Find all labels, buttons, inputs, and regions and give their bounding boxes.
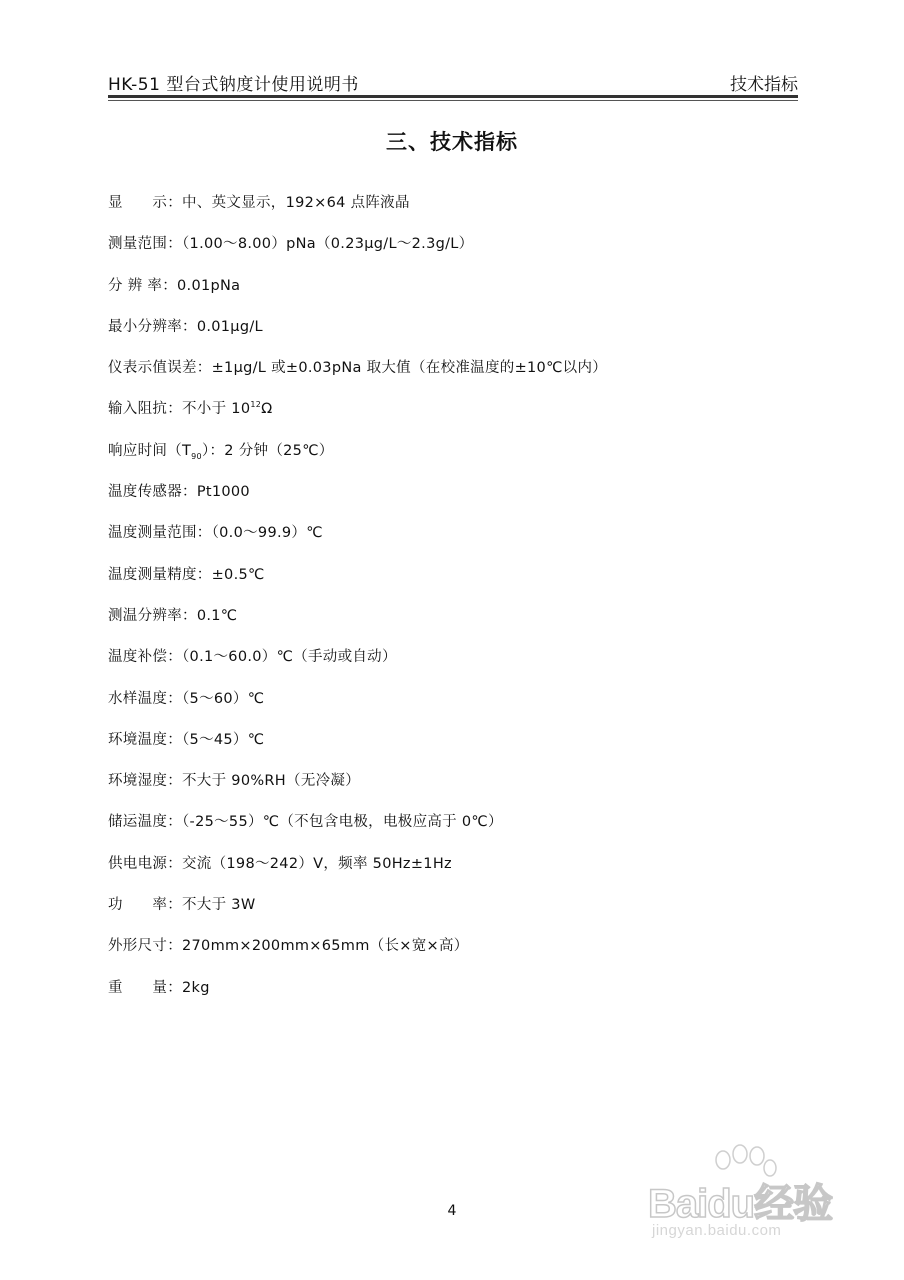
spec-label: 输入阻抗：	[108, 401, 182, 418]
spec-value: （5～45）℃	[182, 731, 265, 748]
watermark-brand: Baidu经验	[648, 1182, 833, 1226]
page-number: 4	[447, 1203, 457, 1219]
header-divider-thin	[108, 100, 798, 101]
baidu-jingyan-watermark	[640, 1140, 870, 1250]
spec-value: 交流（198～242）V，频率 50Hz±1Hz	[182, 855, 452, 872]
spec-subscript: 90	[191, 451, 202, 461]
spec-label: 功 率：	[108, 897, 182, 914]
spec-label: 测温分辨率：	[108, 607, 197, 624]
spec-temperature-accuracy	[108, 565, 808, 606]
spec-storage-temperature	[108, 812, 808, 853]
spec-response-time	[108, 441, 808, 482]
spec-label: 显 示：	[108, 195, 182, 211]
spec-display	[108, 193, 808, 234]
spec-ambient-temperature	[108, 730, 808, 771]
spec-label: 环境温度：	[108, 731, 182, 748]
spec-dimensions	[108, 936, 808, 977]
spec-value: （-25～55）℃（不包含电极，电极应高于 0℃）	[182, 814, 503, 831]
spec-value: 0.1℃	[196, 607, 238, 624]
spec-value: （0.0～99.9）℃	[211, 525, 323, 542]
spec-weight	[108, 978, 808, 1019]
spec-value: 不大于 90%RH（无冷凝）	[182, 773, 361, 790]
spec-label: 温度测量范围：	[108, 525, 212, 542]
header-section-name: 技术指标	[730, 75, 798, 95]
spec-temperature-compensation	[108, 647, 808, 688]
spec-value: 0.01pNa	[177, 277, 241, 294]
spec-value: 270mm×200mm×65mm（长×宽×高）	[182, 938, 469, 955]
spec-value: Pt1000	[196, 484, 250, 501]
spec-label: 外形尺寸：	[108, 938, 182, 955]
spec-power-supply	[108, 854, 808, 895]
spec-list	[108, 193, 808, 1019]
spec-label: 储运温度：	[108, 814, 182, 831]
spec-label: 水样温度：	[108, 690, 182, 707]
spec-resolution	[108, 276, 808, 317]
spec-label: 测量范围：	[108, 236, 182, 253]
spec-value: 中、英文显示，192×64 点阵液晶	[182, 195, 410, 211]
spec-input-impedance	[108, 399, 808, 440]
spec-ambient-humidity	[108, 771, 808, 812]
spec-power	[108, 895, 808, 936]
spec-value: ±1μg/L 或±0.03pNa 取大值（在校准温度的±10℃以内）	[211, 360, 608, 377]
spec-temperature-sensor	[108, 482, 808, 523]
spec-temperature-range	[108, 523, 808, 564]
spec-value-unit: Ω	[261, 401, 273, 418]
spec-exponent: 12	[250, 400, 262, 410]
spec-value: ±0.5℃	[211, 566, 265, 583]
page-header	[108, 70, 798, 94]
spec-label: 温度补偿：	[108, 649, 182, 666]
spec-label: 响应时间（T	[108, 442, 192, 459]
spec-value: 2kg	[182, 979, 210, 996]
spec-temperature-resolution	[108, 606, 808, 647]
spec-label: 供电电源：	[108, 855, 182, 872]
spec-label: 温度传感器：	[108, 484, 197, 501]
spec-min-resolution	[108, 317, 808, 358]
watermark-url: jingyan.baidu.com	[652, 1222, 782, 1239]
header-divider	[108, 95, 798, 98]
spec-value: （1.00～8.00）pNa（0.23μg/L～2.3g/L）	[182, 236, 474, 253]
spec-label: 分 辨 率：	[108, 277, 178, 294]
spec-value: 0.01μg/L	[196, 318, 263, 335]
document-title: HK-51 型台式钠度计使用说明书	[108, 75, 359, 95]
spec-value-prefix: 不小于 10	[182, 401, 251, 418]
spec-label: 温度测量精度：	[108, 566, 212, 583]
spec-label: 重 量：	[108, 979, 182, 996]
spec-indication-error	[108, 358, 808, 399]
spec-label: 仪表示值误差：	[108, 360, 212, 377]
spec-label: 最小分辨率：	[108, 318, 197, 335]
spec-sample-temperature	[108, 689, 808, 730]
spec-measurement-range	[108, 234, 808, 275]
spec-value: ）：2 分钟（25℃）	[201, 442, 334, 459]
section-title: 三、技术指标	[386, 130, 518, 154]
spec-value: 不大于 3W	[182, 897, 256, 914]
spec-value: （0.1～60.0）℃（手动或自动）	[182, 649, 397, 666]
spec-value: （5～60）℃	[182, 690, 265, 707]
spec-label: 环境湿度：	[108, 773, 182, 790]
